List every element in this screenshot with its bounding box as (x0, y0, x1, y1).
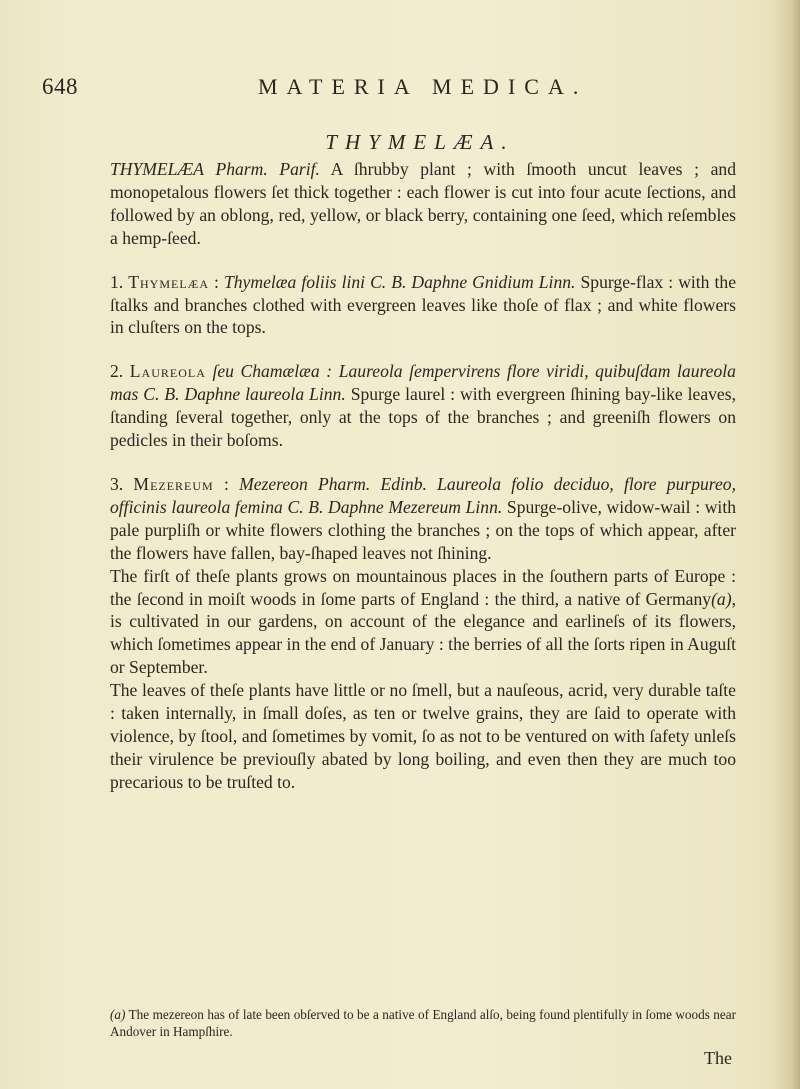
entry-number: 3. (110, 473, 124, 494)
page-edge-shadow (772, 0, 800, 1089)
entry-description: Spurge-flax : with the ſtalks and branches clothed with evergreen leaves like thoſe of flax ; and white flowers in cluſters on the tops. (110, 271, 737, 338)
footnote (110, 1006, 736, 1040)
entry-number: 2. (110, 361, 124, 382)
entry-synonyms: Mezereon Pharm. Edinb. Laureola folio deciduo, flore purpureo, officinis laureola femina C. B. Daphne Mezereum Linn. (110, 473, 737, 517)
entry-3 (110, 473, 736, 565)
footnote-text: The mezereon has of late been obſerved to be a native of England alſo, being found plentifully in ſome woods near Andover in Hampſhire. (110, 1007, 736, 1039)
catchword: The (704, 1048, 732, 1068)
entry-sep: : (209, 271, 224, 292)
habitat-text-rest: , is cultivated in our gardens, on account of the elegance and earlineſs of its flowers, which ſometimes appear in the end of January : the berries of all the ſorts ripen in Auguſt or September. (110, 588, 736, 678)
page-header (42, 74, 762, 114)
intro-ref: Pharm. Parif. (215, 159, 320, 179)
entry-1 (110, 271, 736, 340)
virtues-paragraph: The leaves of theſe plants have little or no ſmell, but a nauſeous, acrid, very durable taſte : taken internally, in ſmall doſes, as ten or twelve grains, they are ſaid to operate with violence, by ſtool, and ſometimes by vomit, ſo as not to be ventured on with ſafety unleſs their virulence be previouſly abated by long boiling, and even then they are much too precarious to be truſted to. (110, 680, 736, 792)
entry-synonyms: ſeu Chamælæa : Laureola ſempervirens flore viridi, quibuſdam laureola mas C. B. Daphne laureola Linn. (110, 361, 736, 405)
entry-description: Spurge-olive, widow-wail : with pale purpliſh or white flowers clothing the branches ; on the tops of which appear, after the flowers have fallen, bay-ſhaped leaves not ſhining. (110, 496, 737, 563)
running-head: MATERIA MEDICA. (258, 74, 588, 99)
intro-text: A ſhrubby plant ; with ſmooth uncut leaves ; and monopetalous flowers ſet thick together : each flower is cut into four acute ſections, and followed by an oblong, red, yellow, or black berry, containing one ſeed, which reſembles a hemp-ſeed. (110, 159, 736, 248)
entry-sep: : (213, 473, 240, 494)
intro-heading: THYMELÆA (110, 159, 204, 179)
entry-name: Mezereum (133, 473, 214, 494)
entry-synonyms: Thymelæa foliis lini C. B. Daphne Gnidium Linn. (223, 271, 576, 292)
footnote-reference: (a) (711, 588, 732, 609)
intro-paragraph (110, 158, 736, 250)
main-text (110, 158, 736, 794)
entry-description: Spurge laurel : with evergreen ſhining bay-like leaves, ſtanding ſeveral together, only at the tops of the branches ; and greeniſh flowers on pedicles in their boſoms. (110, 384, 736, 451)
entry-name: Laureola (129, 361, 206, 382)
entry-name: Thymelæa (128, 271, 209, 292)
entry-number: 1. (110, 271, 124, 292)
page-number: 648 (42, 74, 78, 99)
habitat-text: The firſt of theſe plants grows on mountainous places in the ſouthern parts of Europe : the ſecond in moiſt woods in ſome parts of England : the third, a native of Germany (110, 565, 736, 609)
entry-2 (110, 360, 736, 452)
habitat-paragraph (110, 565, 736, 680)
section-title: THYMELÆA. (325, 130, 515, 154)
footnote-mark: (a) (110, 1007, 126, 1022)
